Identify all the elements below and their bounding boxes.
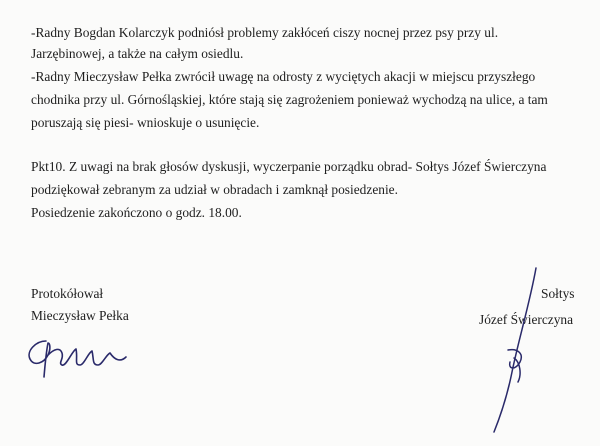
left-handwritten-signature	[18, 325, 138, 385]
paragraph-line: -Radny Bogdan Kolarczyk podniósł problemy zakłóceń ciszy nocnej przez psy przy ul.	[31, 25, 499, 40]
paragraph-line: poruszają się piesi- wnioskuje o usunięcie.	[31, 115, 260, 130]
paragraph-line: Pkt10. Z uwagi na brak głosów dyskusji, wyczerpanie porządku obrad- Sołtys Józef Świerczyna	[31, 159, 547, 174]
left-signature-role: Protokółował	[31, 286, 104, 301]
right-signature-role: Sołtys	[541, 286, 575, 301]
paragraph-line: -Radny Mieczysław Pełka zwrócił uwagę na odrosty z wyciętych akacji w miejscu przyszłego	[31, 69, 536, 84]
right-handwritten-signature	[478, 262, 558, 442]
paragraph-line: chodnika przy ul. Górnośląskiej, które stają się zagrożeniem ponieważ wychodzą na ulice, a tam	[31, 92, 548, 107]
paragraph-line: podziękował zebranym za udział w obradach i zamknął posiedzenie.	[31, 182, 398, 197]
left-signature-name: Mieczysław Pełka	[31, 308, 129, 323]
right-signature-name: Józef Świerczyna	[479, 312, 574, 327]
paragraph-line: Jarzębinowej, a także na całym osiedlu.	[31, 46, 244, 61]
paragraph-line: Posiedzenie zakończono o godz. 18.00.	[31, 205, 242, 220]
